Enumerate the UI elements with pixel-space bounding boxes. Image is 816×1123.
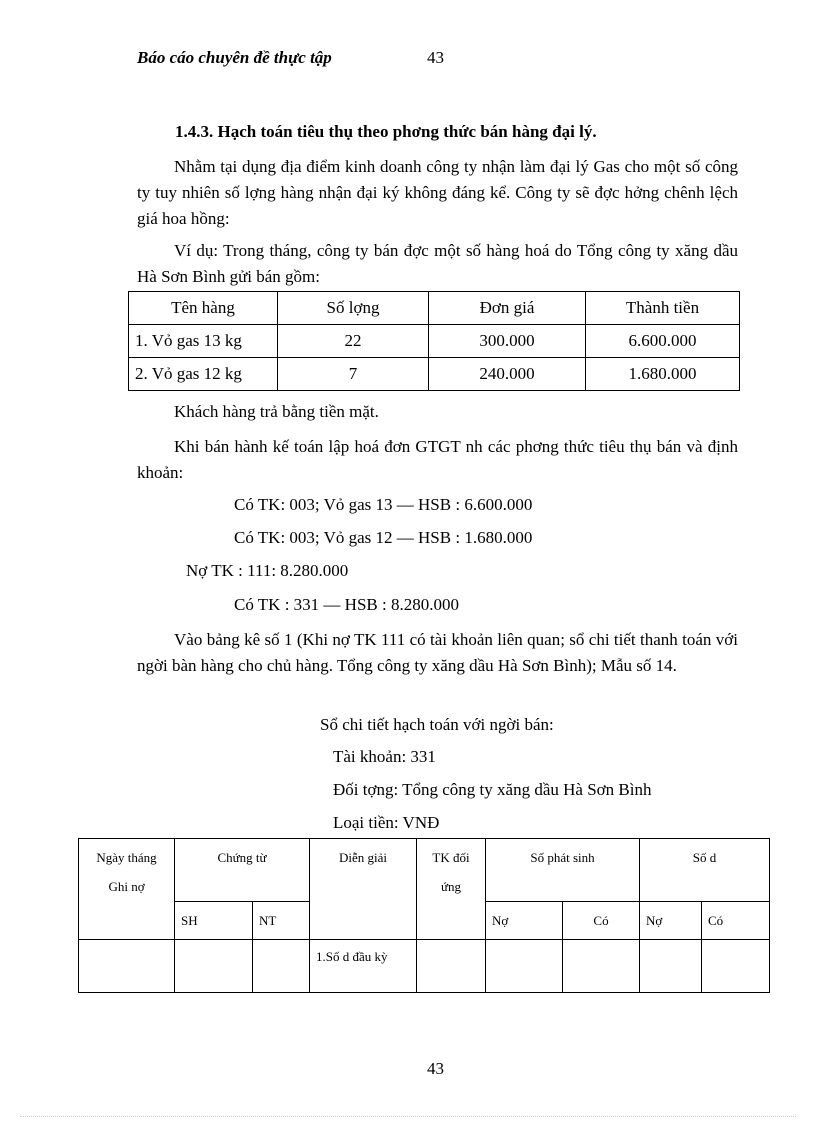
cell-debit-arising bbox=[486, 940, 563, 993]
header-cell: Thành tiền bbox=[586, 292, 740, 325]
cell-credit-balance bbox=[702, 940, 770, 993]
line-customer-payment: Khách hàng trả bằng tiền mặt. bbox=[174, 402, 379, 421]
ledger-currency: Loại tiền: VNĐ bbox=[333, 813, 440, 832]
cell-item: 1. Vỏ gas 13 kg bbox=[129, 325, 278, 358]
cell-unit-price: 300.000 bbox=[429, 325, 586, 358]
paragraph-ledger-intro: Vào bảng kê số 1 (Khi nợ TK 111 có tài khoản liên quan; sổ chi tiết thanh toán với ngời bàn hàng cho chủ hàng. Tổng công ty xăng dầu Hà Sơn Bình); Mẫu số 14. bbox=[137, 630, 738, 675]
cell-quantity: 22 bbox=[278, 325, 429, 358]
cell-contra bbox=[417, 940, 486, 993]
entry-credit-003-12: Có TK: 003; Vỏ gas 12 — HSB : 1.680.000 bbox=[234, 528, 533, 547]
cell-item: 2. Vỏ gas 12 kg bbox=[129, 358, 278, 391]
ledger-header-row-1 bbox=[79, 839, 770, 902]
entry-debit-111: Nợ TK : 111: 8.280.000 bbox=[186, 561, 349, 580]
goods-table-header bbox=[129, 292, 740, 325]
header-cell: Đơn giá bbox=[429, 292, 586, 325]
header-credit-balance: Có bbox=[702, 902, 770, 940]
cell-credit-arising bbox=[563, 940, 640, 993]
running-header-page-number: 43 bbox=[427, 48, 444, 67]
cell-debit-balance bbox=[640, 940, 702, 993]
header-balance: Số d bbox=[640, 839, 770, 902]
cell-nt bbox=[253, 940, 310, 993]
table-row bbox=[79, 940, 770, 993]
ledger-party: Đối tợng: Tổng công ty xăng dầu Hà Sơn Bình bbox=[333, 780, 652, 799]
goods-table bbox=[128, 291, 740, 391]
cell-sh bbox=[175, 940, 253, 993]
header-voucher: Chứng từ bbox=[175, 839, 310, 902]
cell-amount: 6.600.000 bbox=[586, 325, 740, 358]
header-cell: Số lợng bbox=[278, 292, 429, 325]
page-bottom-border bbox=[20, 1116, 796, 1117]
header-arising: Số phát sinh bbox=[486, 839, 640, 902]
header-credit-arising: Có bbox=[563, 902, 640, 940]
header-contra-account: TK đối ứng bbox=[417, 839, 486, 940]
header-date: Ngày tháng Ghi nợ bbox=[79, 839, 175, 940]
footer-page-number: 43 bbox=[427, 1059, 444, 1078]
cell-date bbox=[79, 940, 175, 993]
paragraph-invoice: Khi bán hành kế toán lập hoá đơn GTGT nh các phơng thức tiêu thụ bán và định khoản: bbox=[137, 437, 738, 482]
table-row bbox=[129, 325, 740, 358]
running-header-title: Báo cáo chuyên đề thực tập bbox=[137, 48, 332, 67]
header-cell: Tên hàng bbox=[129, 292, 278, 325]
header-sh: SH bbox=[175, 902, 253, 940]
ledger-account: Tài khoản: 331 bbox=[333, 747, 436, 766]
header-description: Diễn giải bbox=[310, 839, 417, 940]
header-debit-balance: Nợ bbox=[640, 902, 702, 940]
table-row bbox=[129, 358, 740, 391]
header-nt: NT bbox=[253, 902, 310, 940]
ledger-table bbox=[78, 838, 770, 993]
ledger-title: Sổ chi tiết hạch toán với ngời bán: bbox=[320, 715, 554, 734]
entry-credit-331: Có TK : 331 — HSB : 8.280.000 bbox=[234, 595, 459, 614]
cell-quantity: 7 bbox=[278, 358, 429, 391]
entry-credit-003-13: Có TK: 003; Vỏ gas 13 — HSB : 6.600.000 bbox=[234, 495, 533, 514]
section-heading: 1.4.3. Hạch toán tiêu thụ theo phơng thức bán hàng đại lý. bbox=[175, 122, 597, 141]
paragraph-example: Ví dụ: Trong tháng, công ty bán đợc một số hàng hoá do Tổng công ty xăng dầu Hà Sơn Bình gửi bán gồm: bbox=[137, 241, 738, 286]
cell-amount: 1.680.000 bbox=[586, 358, 740, 391]
header-debit-arising: Nợ bbox=[486, 902, 563, 940]
cell-unit-price: 240.000 bbox=[429, 358, 586, 391]
paragraph-intro: Nhằm tại dụng địa điểm kinh doanh công ty nhận làm đại lý Gas cho một số công ty tuy nhiên số lợng hàng nhận đại ký không đáng kể. Công ty sẽ đợc hởng chênh lệch giá hoa hồng: bbox=[137, 157, 738, 228]
cell-description: 1.Số d đầu kỳ bbox=[310, 940, 417, 993]
